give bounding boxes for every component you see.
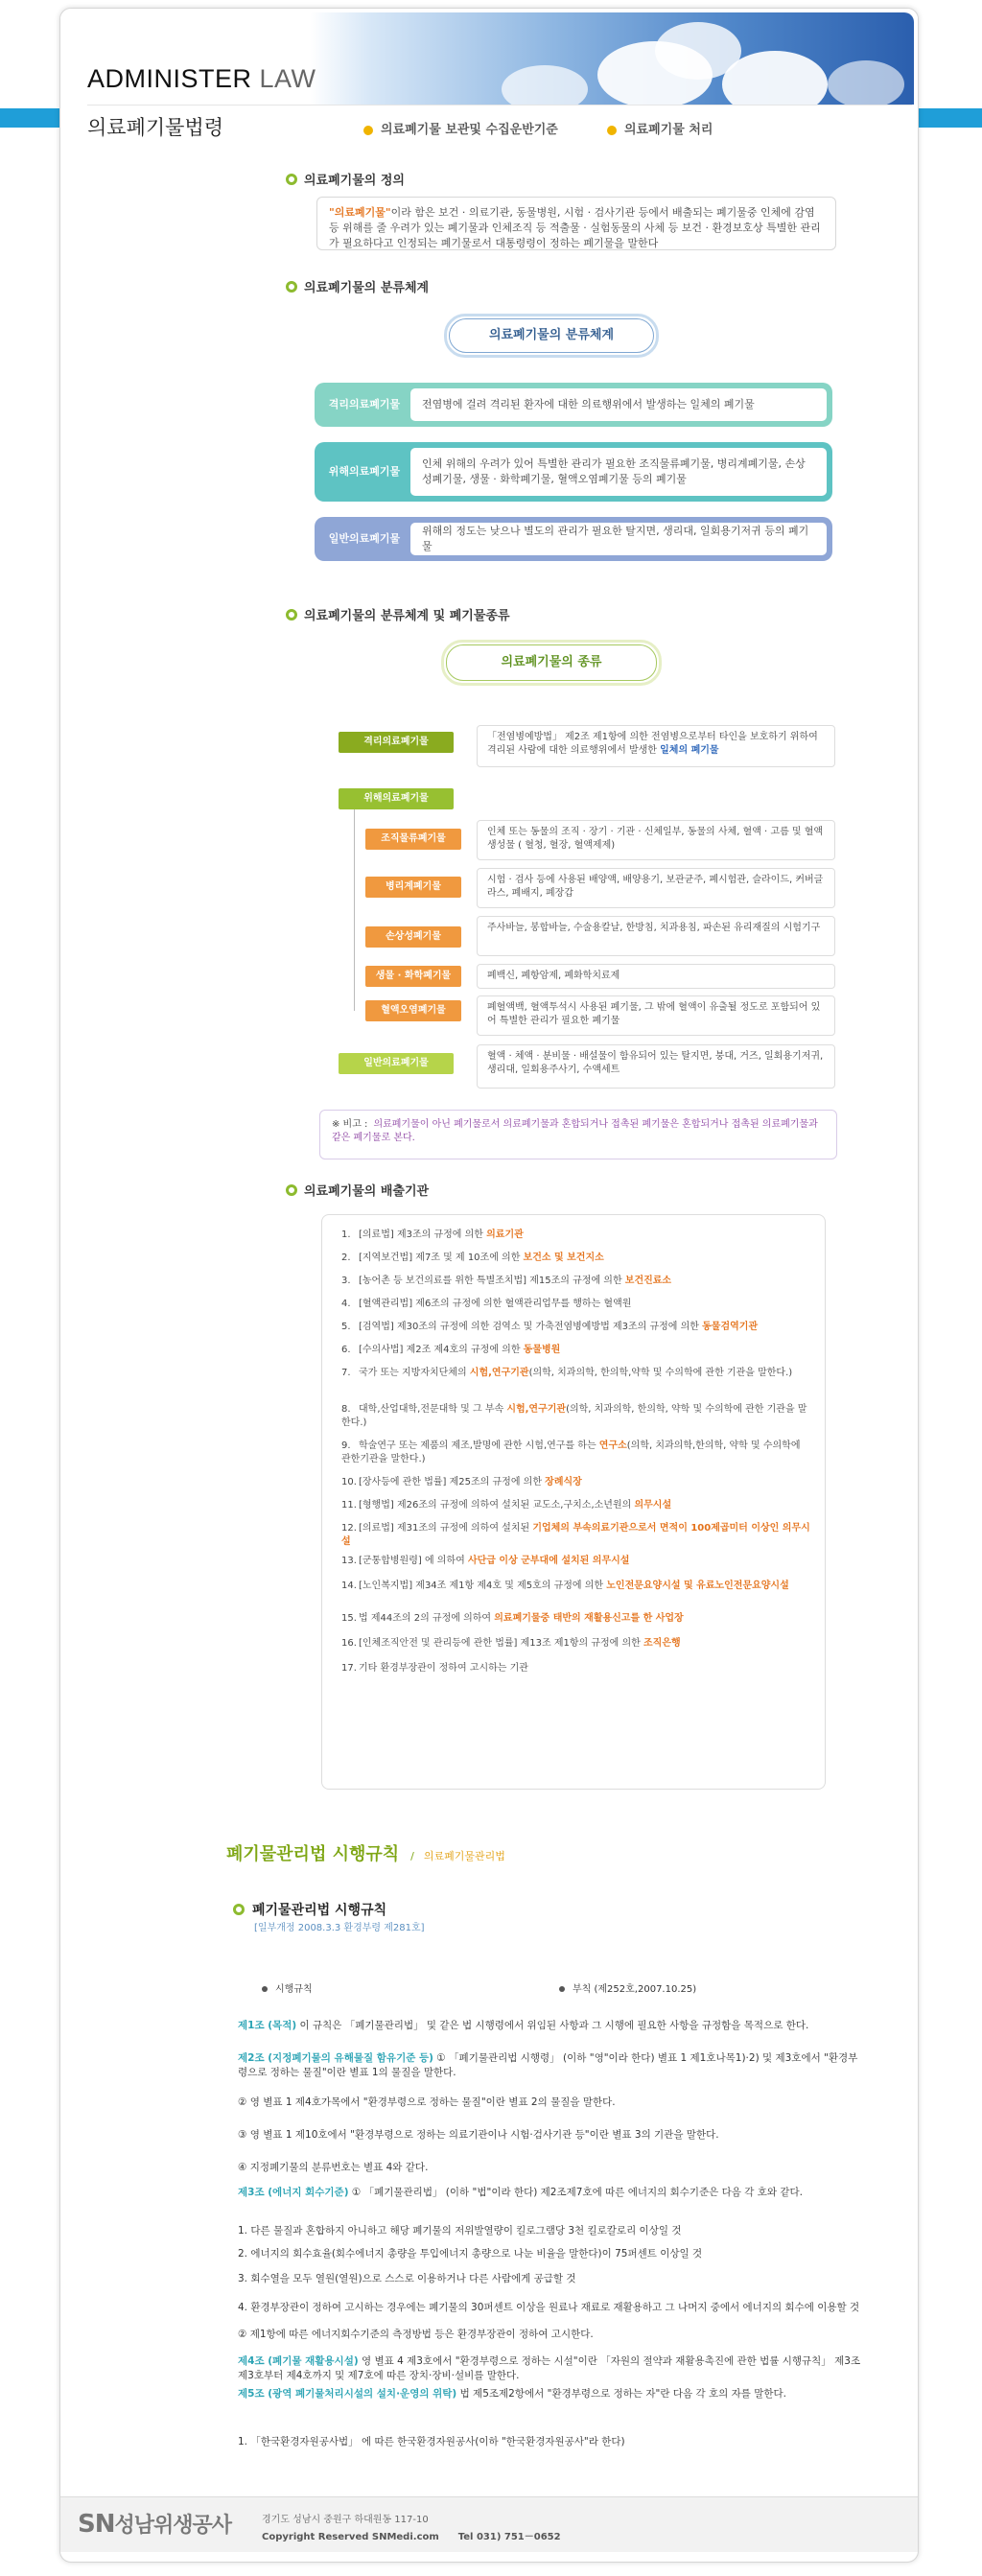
article-paragraph: ② 제1항에 따른 에너지회수기준의 측정방법 등은 환경부장관이 정하여 고시한다. — [238, 2329, 594, 2340]
source-item: 13. [군통합병원령] 에 의하여 사단급 이상 군부대에 설치된 의무시설 — [341, 1556, 630, 1566]
source-item: 8. 대학,산업대학,전문대학 및 그 부속 시험,연구기관(의학, 치과의학, 한의학, 약학 및 수의학에 관한 기관을 말한다.) — [341, 1404, 807, 1428]
bullet-icon — [286, 174, 297, 185]
label-pathology: 병리계폐기물 — [365, 877, 461, 898]
article-paragraph: 1. 「한국환경자원공사법」 에 따른 한국환경자원공사(이하 "한국환경자원공사"라 한다) — [238, 2436, 625, 2447]
footer-copyright: Copyright Reserved SNMedi.com Tel 031) 751－0652 — [262, 2532, 561, 2542]
category-isolation: 격리의료폐기물 전염병에 걸려 격리된 환자에 대한 의료행위에서 발생하는 일체의 폐기물 — [315, 383, 832, 427]
source-item: 7. 국가 또는 지방자치단체의 시험,연구기관(의학, 치과의학, 한의학,약학 및 수의학에 관한 기관을 말한다.) — [341, 1368, 793, 1378]
header-title-en: ADMINISTER LAW — [87, 64, 316, 93]
source-item: 3. [농어촌 등 보건의료를 위한 특별조치법] 제15조의 규정에 의한 보건진료소 — [341, 1276, 672, 1286]
source-item: 15. 법 제44조의 2의 규정에 의하여 의료폐기물중 태반의 재활용신고를 한 사업장 — [341, 1613, 684, 1624]
article-paragraph: 제4조 (폐기물 재활용시설) 영 별표 4 제3호에서 "환경부령으로 정하는 시설"이란 「자원의 절약과 재활용촉진에 관한 법률 시행규칙」 제3조제3호부터 제4호까지 및 제7호에 따른 장치·장비·설비를 말한다. — [238, 2355, 861, 2381]
source-item: 12. [의료법] 제31조의 규정에 의하여 설치된 기업체의 부속의료기관으로서 면적이 100제곱미터 이상인 의무시설 — [341, 1523, 810, 1547]
section-heading-classification: 의료폐기물의 분류체계 — [286, 277, 429, 295]
definition-body: 이라 함은 보건 · 의료기관, 동물병원, 시험 · 검사기관 등에서 배출되는 폐기물중 인체에 감염등 위해를 줄 우려가 있는 폐기물과 인체조직 등 적출물 · 실험동물의 사체 등 보건 · 환경보호상 특별한 관리가 필요하다고 인정되는 폐기물로서 대통령령이 정하는 폐기물을 말한다 — [329, 206, 821, 249]
source-item: 4. [혈액관리법] 제6조의 규정에 의한 혈액관리업무를 행하는 혈액원 — [341, 1299, 632, 1309]
footer-logo: SN성남위생공사 — [78, 2510, 232, 2539]
blood-desc: 폐혈액백, 혈액투석시 사용된 폐기물, 그 밖에 혈액이 유출될 정도로 포함되어 있어 특별한 관리가 필요한 폐기물 — [477, 995, 835, 1036]
tab-storage[interactable]: 의료폐기물 보관및 수집운반기준 — [363, 119, 558, 137]
pathology-desc: 시험 · 검사 등에 사용된 배양액, 배양용기, 보관균주, 폐시험관, 슬라이드, 커버글라스, 폐배지, 폐장갑 — [477, 868, 835, 908]
rules-title: 폐기물관리법 시행규칙 / 의료폐기물관리법 — [226, 1844, 505, 1864]
bullet-icon — [286, 609, 297, 621]
definition-term: "의료폐기물" — [329, 206, 391, 219]
source-item: 10. [장사등에 관한 법률] 제25조의 규정에 의한 장례식장 — [341, 1477, 582, 1487]
section-heading-sources: 의료폐기물의 배출기관 — [286, 1181, 429, 1199]
article-paragraph: 4. 환경부장관이 정하여 고시하는 경우에는 폐기물의 30퍼센트 이상을 원료나 재료로 재활용하고 그 나머지 중에서 에너지의 회수에 이용할 것 — [238, 2302, 860, 2313]
sources-list — [321, 1214, 826, 1790]
note-box: ※ 비고 : 의료폐기물이 아닌 폐기물로서 의료폐기물과 혼합되거나 접촉된 폐기물은 혼합되거나 접촉된 의료폐기물과 같은 폐기물로 본다. — [319, 1110, 837, 1159]
content-frame — [59, 8, 919, 2563]
article-paragraph: 3. 회수열을 모두 열원(열원)으로 스스로 이용하거나 다른 사람에게 공급할 것 — [238, 2273, 576, 2284]
source-item: 16. [인체조직안전 및 관리등에 관한 법률] 제13조 제1항의 규정에 의한 조직은행 — [341, 1638, 681, 1649]
category-hazard: 위해의료폐기물 인체 위해의 우려가 있어 특별한 관리가 필요한 조직물류폐기물, 병리계폐기물, 손상성폐기물, 생물 · 화학폐기물, 혈액오염폐기물 등의 폐기물 — [315, 442, 832, 502]
tab-treatment[interactable]: 의료폐기물 처리 — [607, 119, 713, 137]
rules-col1[interactable]: 시행규칙 — [262, 1980, 313, 1995]
source-item: 9. 학술연구 또는 제품의 제조,발명에 관한 시험,연구를 하는 연구소(의학, 치과의학,한의학, 약학 및 수의학에 관한기관을 말한다.) — [341, 1440, 801, 1464]
article-paragraph: 제1조 (목적) 이 규칙은 「폐기물관리법」 및 같은 법 시행령에서 위임된 사항과 그 시행에 필요한 사항을 규정함을 목적으로 한다. — [238, 2020, 809, 2031]
label-isolation: 격리의료폐기물 — [339, 732, 454, 753]
source-item: 2. [지역보건법] 제7조 및 제 10조에 의한 보건소 및 보건지소 — [341, 1253, 604, 1263]
bullet-icon — [607, 126, 617, 135]
source-item: 5. [검역법] 제30조의 규정에 의한 검역소 및 가축전염병예방법 제3조의 규정에 의한 동물검역기관 — [341, 1322, 759, 1332]
rules-revision: [일부개정 2008.3.3 환경부령 제281호] — [254, 1923, 425, 1933]
label-hazard: 위해의료폐기물 — [339, 788, 454, 809]
header-title-ko: 의료폐기물법령 — [87, 116, 224, 139]
source-item: 14. [노인복지법] 제34조 제1항 제4호 및 제5호의 규정에 의한 노인전문요양시설 및 유료노인전문요양시설 — [341, 1581, 789, 1591]
article-paragraph: 1. 다른 물질과 혼합하지 아니하고 해당 폐기물의 저위발열량이 킬로그램당 3천 킬로칼로리 이상일 것 — [238, 2225, 682, 2236]
classification-pill: 의료폐기물의 분류체계 — [444, 314, 659, 358]
source-item: 6. [수의사법] 제2조 제4호의 규정에 의한 동물병원 — [341, 1345, 561, 1355]
article-paragraph: 2. 에너지의 회수효율(회수에너지 총량을 투입에너지 총량으로 나눈 비율을 말한다)이 75퍼센트 이상일 것 — [238, 2248, 703, 2260]
label-biochem: 생물 · 화학폐기물 — [365, 966, 461, 987]
tissue-desc: 인체 또는 동물의 조직 · 장기 · 기관 · 신체일부, 동물의 사체, 혈액 · 고름 및 혈액생성물 ( 혈청, 혈장, 혈액제제) — [477, 820, 835, 860]
category-general: 일반의료폐기물 위해의 정도는 낮으나 별도의 관리가 필요한 탈지면, 생리대, 일회용기저귀 등의 폐기물 — [315, 517, 832, 561]
source-item: 1. [의료법] 제3조의 규정에 의한 의료기관 — [341, 1229, 524, 1240]
label-general: 일반의료폐기물 — [339, 1053, 454, 1074]
biochem-desc: 폐백신, 폐항암제, 폐화학치료제 — [477, 964, 835, 989]
source-item: 17. 기타 환경부장관이 정하여 고시하는 기관 — [341, 1663, 528, 1674]
article-paragraph: 제5조 (광역 폐기물처리시설의 설치·운영의 위탁) 법 제5조제2항에서 "환경부령으로 정하는 자"란 다음 각 호의 자를 말한다. — [238, 2388, 786, 2400]
label-blood: 혈액오염폐기물 — [365, 1000, 461, 1021]
source-item: 11. [형행법] 제26조의 규정에 의하여 설치된 교도소,구치소,소년원의 의무시설 — [341, 1500, 672, 1510]
article-paragraph: ③ 영 별표 1 제10호에서 "환경부령으로 정하는 의료기관이나 시험·검사기관 등"이란 별표 3의 기관을 말한다. — [238, 2129, 719, 2141]
sharps-desc: 주사바늘, 봉합바늘, 수술용칼날, 한방침, 치과용침, 파손된 유리재질의 시험기구 — [477, 916, 835, 956]
definition-box — [316, 197, 836, 250]
footer — [60, 2496, 918, 2552]
isolation-desc: 「전염병예방법」 제2조 제1항에 의한 전염병으로부터 타인을 보호하기 위하여 격리된 사람에 대한 의료행위에서 발생한 일체의 폐기물 — [477, 725, 835, 767]
bullet-icon — [286, 1184, 297, 1196]
label-tissue: 조직물류폐기물 — [365, 829, 461, 850]
article-paragraph: 제2조 (지정폐기물의 유해물질 함유기준 등) ① 「폐기물관리법 시행령」 (이하 "영"이라 한다) 별표 1 제1호나목1)·2) 및 제3호에서 "환경부령으로 정하는 물질"이란 별표 1의 물질을 말한다. — [238, 2052, 858, 2078]
bullet-icon — [286, 281, 297, 293]
rules-subtitle: 폐기물관리법 시행규칙 — [233, 1900, 386, 1919]
general-desc: 혈액 · 체액 · 분비물 · 배설물이 함유되어 있는 탈지면, 붕대, 거즈, 일회용기저귀, 생리대, 일회용주사기, 수액세트 — [477, 1044, 835, 1089]
footer-address: 경기도 성남시 중원구 하대원동 117-10 — [262, 2515, 429, 2525]
article-paragraph: ② 영 별표 1 제4호가목에서 "환경부령으로 정하는 물질"이란 별표 2의 물질을 말한다. — [238, 2096, 616, 2108]
sky-banner — [310, 12, 914, 105]
section-heading-definition: 의료폐기물의 정의 — [286, 170, 405, 188]
bullet-icon — [363, 126, 373, 135]
section-heading-types: 의료폐기물의 분류체계 및 폐기물종류 — [286, 605, 510, 623]
rules-col2[interactable]: 부칙 (제252호,2007.10.25) — [559, 1980, 696, 1995]
header — [60, 9, 918, 148]
article-paragraph: ④ 지정폐기물의 분류번호는 별표 4와 같다. — [238, 2162, 429, 2173]
label-sharps: 손상성폐기물 — [365, 926, 461, 948]
types-pill: 의료폐기물의 종류 — [441, 640, 662, 686]
article-paragraph: 제3조 (에너지 회수기준) ① 「폐기물관리법」 (이하 "법"이라 한다) 제2조제7호에 따른 에너지의 회수기준은 다음 각 호와 같다. — [238, 2187, 804, 2198]
